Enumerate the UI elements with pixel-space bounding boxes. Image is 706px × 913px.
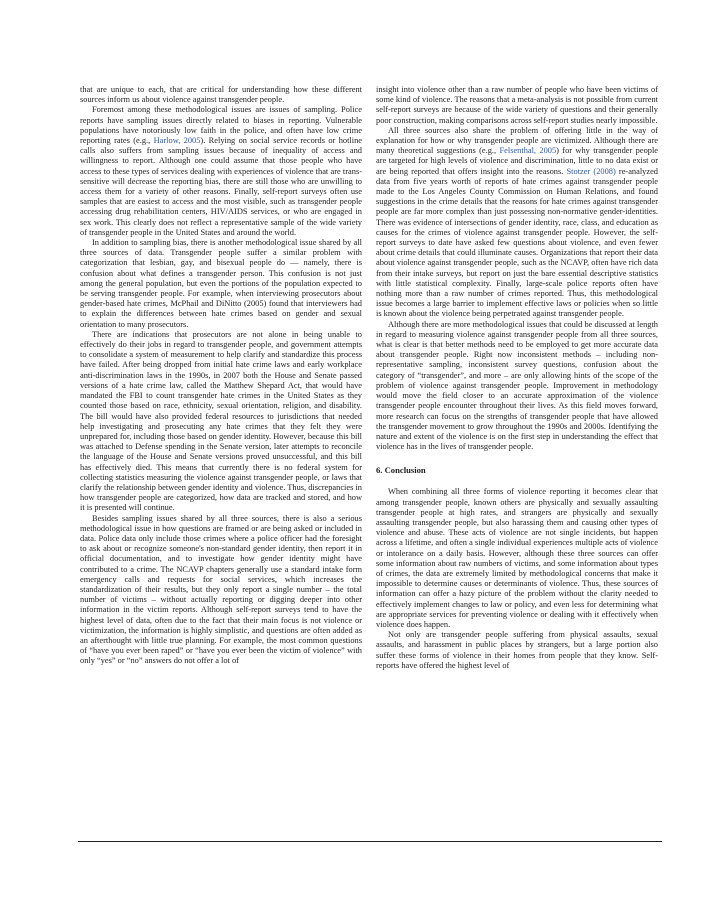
paragraph-text: All three sources also share the problem of offering little in the way of explanation for how or why transgender people are victimized. Although there are many theoretical suggestions (e.g., <box>376 125 658 156</box>
section-heading: 6. Conclusion <box>376 465 426 476</box>
left-column <box>80 85 362 667</box>
right-column <box>376 85 658 671</box>
paragraph-text: Foremost among these methodological issues are issues of sampling. Police reports have sampling issues directly related to biases in reporting. Vulnerable populations have notoriously low faith in the police, and often have low crime reporting rates (e.g., <box>80 105 362 146</box>
paragraph: that are unique to each, that are critical for understanding how these different sources inform us about violence against transgender people. <box>80 85 362 105</box>
citation-link[interactable]: Harlow, 2005 <box>153 136 201 146</box>
paragraph-text: ). Relying on social service records or hotline calls also suffers from sampling issues because of inequality of access and willingness to report. Although one could assume that those people who have access to these types of services dealing with experiences of violence that are trans-sensitive will decrease the reporting bias, there are still those who are unwilling to access them for a variety of other reasons. Finally, self-report surveys often use samples that are easiest to access and the most visible, such as transgender people accessing drug rehabilitation centers, HIV/AIDS services, or who are engaged in sex work. This clearly does not reflect a representative sample of the wide variety of transgender people in the United States and around the world. <box>80 136 362 237</box>
paragraph: insight into violence other than a raw number of people who have been victims of some kind of violence. The reasons that a meta-analysis is not possible from current self-report surveys are because of the wide variety of questions and their generally poor construction, making comparisons across self-report studies nearly impossible. <box>376 85 658 125</box>
paragraph: There are indications that prosecutors are not alone in being unable to effectively do their jobs in regard to transgender people, and government attempts to consolidate a system of measurement to help clarify and standardize this process have failed. After being dropped from initial hate crime laws and early workplace anti-discrimination laws in the 1990s, in 2007 both the House and Senate passed versions of a hate crime law, called the Matthew Shepard Act, that would have mandated the FBI to count transgender hate crimes in the United States as they counted those based on race, ethnicity, sexual orientation, religion, and disability. The bill would have also provided federal resources to jurisdictions that needed help investigating and prosecuting any hate crimes that they felt they were unprepared for, including those based on gender identity. However, because this bill was attached to Defense spending in the Senate version, later attempts to reconcile the language of the House and Senate versions proved unsuccessful, and this bill has effectively died. This means that currently there is no federal system for collecting statistics measuring the violence against transgender people, or laws that clarify the relationship between gender identity and violence. Thus, discrepancies in how transgender people are categorized, how data are tracked and stored, and how it is presented will continue. <box>80 329 362 513</box>
paragraph: In addition to sampling bias, there is another methodological issue shared by all three sources of data. Transgender people suffer a similar problem with categorization that lesbian, gay, and bisexual people do — namely, there is confusion about what defines a transgender person. This confusion is not just among the general population, but even the portions of the population expected to be serving transgender people. For example, when interviewing prosecutors about gender-based hate crimes, McPhail and DiNitto (2005) found that interviewers had to explain the differences between hate crimes based on gender and sexual orientation to many prosecutors. <box>80 238 362 329</box>
paragraph: Besides sampling issues shared by all three sources, there is also a serious methodological issue in how questions are framed or are being asked or included in data. Police data only include those crimes where a police officer had the foresight to ask about or recognize someone's non-standard gender identity, then report it in official documentation, and to investigate how gender identity might have contributed to a crime. The NCAVP chapters generally use a standard intake form emergency calls and requests for social services, which increases the standardization of their results, but they only report a single number – the total number of victims – without actually reporting or digging deeper into other information in the victim reports. Although self-report surveys tend to have the highest level of data, often due to the fact that their main focus is not violence or victimization, the information is highly simplistic, and questions are often added as an afterthought with little true planning. For example, the most common questions of “have you ever been raped” or “have you ever been the victim of violence” with only “yes” or “no” answers do not offer a lot of <box>80 513 362 666</box>
citation-link[interactable]: Felsenthal, 2005 <box>499 146 557 156</box>
paragraph-text: re-analyzed data from five years worth of reports of hate crimes against transgender people made to the Los Angeles County Commission on Human Relations, and found suggestions in the crime details that the reasons for hate crimes against transgender people are far more complex than just possessing non-normative gender-identities. There was evidence of intersections of gender identity, race, class, and education as causes for the crimes of violence against transgender people. However, the self-report surveys to date have asked few questions about violence, and even fewer about crime details that could illuminate causes. Organizations that report their data about violence against transgender people, such as the NCAVP, often have rich data from their intake surveys, but report on just the bare essential descriptive statistics with little statistical complexity. Finally, large-scale police reports often have nothing more than a raw number of crimes reported. Thus, this methodological issue becomes a large barrier to implement effective laws or policies when so little is known about the violence being perpetrated against transgender people. <box>376 166 658 319</box>
paragraph <box>80 105 362 238</box>
footer-rule <box>78 841 662 842</box>
paragraph-text: ) for why transgender people are targeted for high levels of violence and discrimination, little to no data exist or are being reported that offers insight into the reasons. <box>376 146 658 176</box>
paragraph: When combining all three forms of violence reporting it becomes clear that among transgender people, known others are physically and sexually assaulting transgender people at high rates, and strangers are physically and sexually assaulting transgender people, but also harassing them and causing other types of violence and abuse. These acts of violence are not single incidents, but happen across a lifetime, and often a single individual experiences multiple acts of violence or intolerance on a daily basis. However, although these three sources can offer some information about raw numbers of victims, and some information about types of crimes, the data are extremely limited by methodological concerns that make it impossible to determine causes or determinants of violence. Thus, these sources of information can offer a hazy picture of the problem without the clarity needed to effectively implement changes to law or policy, and even less for determining what are appropriate services for preventing violence or dealing with it effectively when violence does happen. <box>376 487 658 629</box>
citation-link[interactable]: Stotzer (2008) <box>566 166 616 176</box>
paragraph: Although there are more methodological issues that could be discussed at length in regard to measuring violence against transgender people from all three sources, what is clear is that better methods need to be employed to get more accurate data about transgender people. Right now inconsistent methods – including non-representative sampling, inconsistent survey questions, confusion about the category of “transgender”, and more – are only allowing hints of the scope of the problem of violence against transgender people. Improvement in methodology would move the field closer to an accurate approximation of the violence transgender people encounter throughout their lives. As this field moves forward, more research can focus on the strengths of transgender people that have allowed the transgender movement to grow throughout the 1990s and 2000s. Identifying the nature and extent of the violence is on the first step in understanding the effect that violence has in the lives of transgender people. <box>376 319 658 452</box>
paragraph: Not only are transgender people suffering from physical assaults, sexual assaults, and harassment in public places by strangers, but a large portion also suffer these forms of violence in their homes from people that they know. Self-reports have offered the highest level of <box>376 630 658 670</box>
paragraph <box>376 126 658 320</box>
